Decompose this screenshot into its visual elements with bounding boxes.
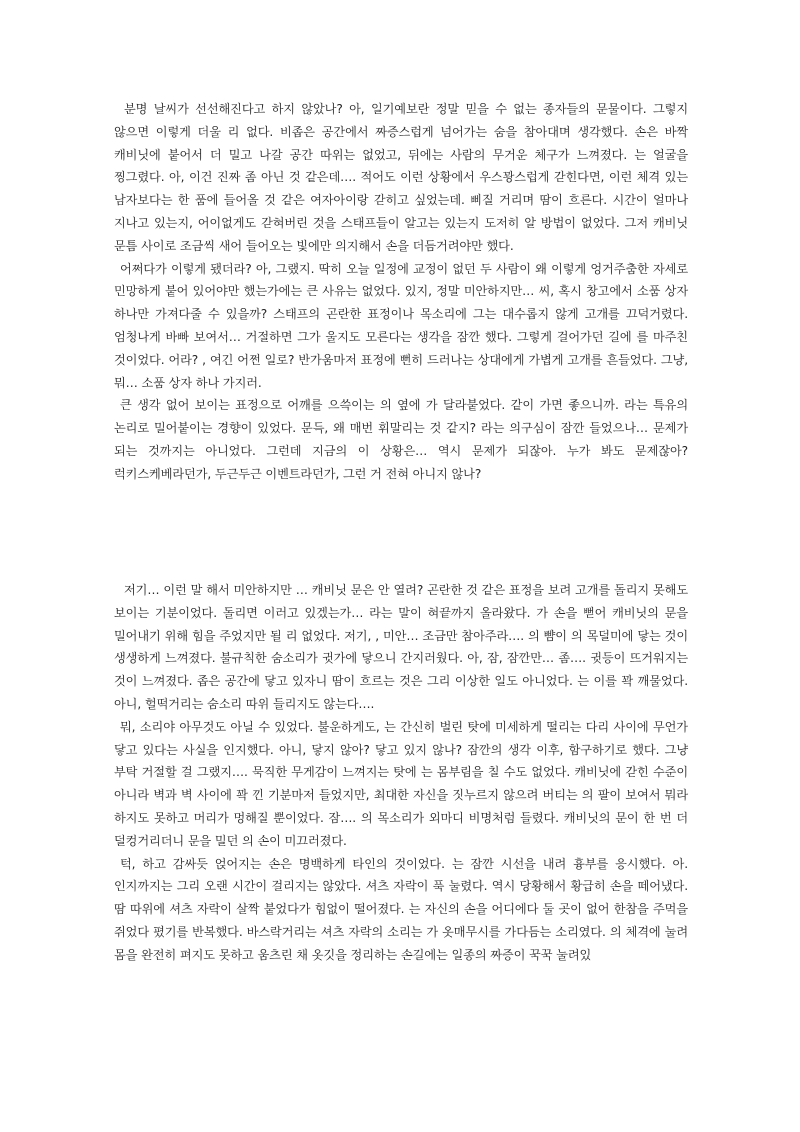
text-section-2 — [114, 579, 688, 967]
paragraph: 큰 생각 없어 보이는 표정으로 어깨를 으쓱이는 의 옆에 가 달라붙었다. 같이 가면 좋으니까. 라는 특유의 논리로 밀어붙이는 경향이 있었다. 문득, 왜 매번 휘말리는 것 같지? 라는 의구심이 잠깐 들었으나… 문제가 되는 것까지는 아니었다. 그런데 지금의 이 상황은… 역시 문제가 되잖아. 누가 봐도 문제잖아? 럭키스케베라던가, 두근두근 이벤트라던가, 그런 거 전혀 아니지 않나? — [114, 398, 688, 481]
paragraph: 저기… 이런 말 해서 미안하지만 … 캐비닛 문은 안 열려? 곤란한 것 같은 표정을 보려 고개를 돌리지 못해도 보이는 기분이었다. 돌리면 이러고 있겠는가… 라는 말이 혀끝까지 올라왔다. 가 손을 뻗어 캐비닛의 문을 밀어내기 위해 힘을 주었지만 될 리 없었다. 저기, , 미안… 조금만 참아주라…. 의 뺨이 의 목덜미에 닿는 것이 생생하게 느껴졌다. 불규칙한 숨소리가 귓가에 닿으니 간지러웠다. 아, 잠, 잠깐만… 좀…. 귓등이 뜨거워지는 것이 느껴졌다. 좁은 공간에 닿고 있자니 땀이 흐르는 것은 그리 이상한 일도 아니었다. 는 이를 꽉 깨물었다. 아니, 헐떡거리는 숨소리 따위 들리지도 않는다…. — [114, 583, 688, 711]
paragraph: 분명 날씨가 선선해진다고 하지 않았나? 아, 일기예보란 정말 믿을 수 없는 종자들의 문물이다. 그렇지 않으면 이렇게 더울 리 없다. 비좁은 공간에서 짜증스럽게 넘어가는 숨을 참아대며 생각했다. 손은 바짝 캐비닛에 붙어서 더 밀고 나갈 공간 따위는 없었고, 뒤에는 사람의 무거운 체구가 느껴졌다. 는 얼굴을 찡그렸다. 아, 이건 진짜 좀 아닌 것 같은데…. 적어도 이런 상황에서 우스꽝스럽게 갇힌다면, 이런 체격 있는 남자보다는 한 품에 들어올 것 같은 여자아이랑 갇히고 싶었는데. 삐질 거리며 땀이 흐른다. 시간이 얼마나 지나고 있는지, 어이없게도 갇혀버린 것을 스태프들이 알고는 있는지 도저히 알 방법이 없었다. 그저 캐비닛 문틈 사이로 조금씩 새어 들어오는 빛에만 의지해서 손을 더듬거려야만 했다. — [114, 102, 688, 253]
paragraph: 뭐, 소리야 아무것도 아닐 수 있었다. 불운하게도, 는 간신히 벌린 탓에 미세하게 떨리는 다리 사이에 무언가 닿고 있다는 사실을 인지했다. 아니, 닿지 않아? 닿고 있지 않나? 잠깐의 생각 이후, 함구하기로 했다. 그냥 부탁 거절할 걸 그랬지…. 묵직한 무게감이 느껴지는 탓에 는 몸부림을 칠 수도 없었다. 캐비닛에 갇힌 수준이 아니라 벽과 벽 사이에 꽉 낀 기분마저 들었지만, 최대한 자신을 짓누르지 않으려 버티는 의 팔이 보여서 뭐라 하지도 못하고 머리가 멍해질 뿐이었다. 잠…. 의 목소리가 외마디 비명처럼 들렸다. 캐비닛의 문이 한 번 더 덜컹거리더니 문을 밀던 의 손이 미끄러졌다. — [114, 719, 688, 848]
text-section-1 — [114, 98, 688, 486]
paragraph: 어쩌다가 이렇게 됐더라? 아, 그랬지. 딱히 오늘 일정에 교정이 없던 두 사람이 왜 이렇게 엉거주춤한 자세로 민망하게 붙어 있어야만 했는가에는 큰 사유는 없었다. 있지, 정말 미안하지만… 씨, 혹시 창고에서 소품 상자 하나만 가져다줄 수 있을까? 스태프의 곤란한 표정이나 목소리에 그는 대수롭지 않게 고개를 끄덕거렸다. 엄청나게 바빠 보여서… 거절하면 그가 울지도 모른다는 생각을 잠깐 했다. 그렇게 걸어가던 길에 를 마주친 것이었다. 어라? , 여긴 어쩐 일로? 반가움마저 표정에 뻔히 드러나는 상대에게 가볍게 고개를 흔들었다. 그냥, 뭐… 소품 상자 하나 가지러. — [114, 261, 688, 390]
paragraph: 턱, 하고 감싸듯 얹어지는 손은 명백하게 타인의 것이었다. 는 잠깐 시선을 내려 흉부를 응시했다. 아. 인지까지는 그리 오랜 시간이 걸리지는 않았다. 셔츠 자락이 푹 눌렸다. 역시 당황해서 황급히 손을 떼어냈다. 땀 따위에 셔츠 자락이 살짝 붙었다가 힘없이 떨어졌다. 는 자신의 손을 어디에다 둘 곳이 없어 한참을 주먹을 쥐었다 폈기를 반복했다. 바스락거리는 셔츠 자락의 소리는 가 옷매무시를 가다듬는 소리였다. 의 체격에 눌려 몸을 완전히 펴지도 못하고 움츠린 채 옷깃을 정리하는 손길에는 일종의 짜증이 꾹꾹 눌려있 — [114, 856, 688, 962]
